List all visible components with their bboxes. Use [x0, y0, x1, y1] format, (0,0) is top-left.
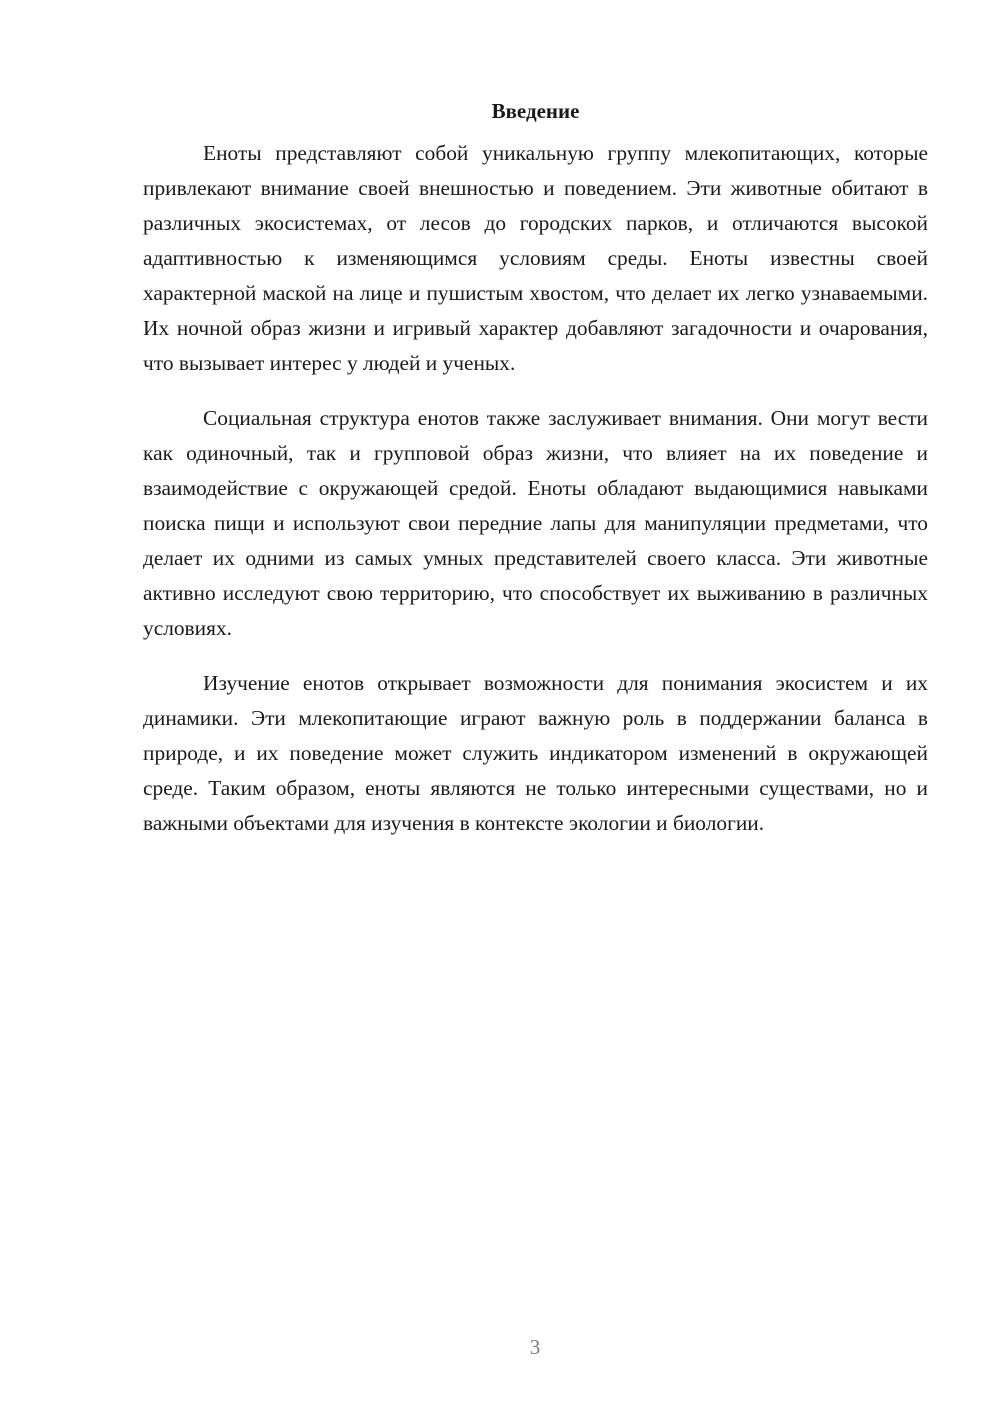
paragraph-3: Изучение енотов открывает возможности для понимания экосистем и их динамики. Эти млекопитающие играют важную роль в поддержании баланса в природе, и их поведение может служить индикатором изменений в окружающей среде. Таким образом, еноты являются не только интересными существами, но и важными объектами для изучения в контексте экологии и биологии. — [143, 671, 928, 835]
page-number: 3 — [529, 1335, 541, 1359]
paragraph-2: Социальная структура енотов также заслуживает внимания. Они могут вести как одиночный, так и групповой образ жизни, что влияет на их поведение и взаимодействие с окружающей средой. Еноты обладают выдающимися навыками поиска пищи и используют свои передние лапы для манипуляции предметами, что делает их одними из самых умных представителей своего класса. Эти животные активно исследуют свою территорию, что способствует их выживанию в различных условиях. — [143, 406, 928, 640]
section-heading: Введение — [491, 99, 580, 123]
paragraph-1: Еноты представляют собой уникальную группу млекопитающих, которые привлекают внимание своей внешностью и поведением. Эти животные обитают в различных экосистемах, от лесов до городских парков, и отличаются высокой адаптивностью к изменяющимся условиям среды. Еноты известны своей характерной маской на лице и пушистым хвостом, что делает их легко узнаваемыми. Их ночной образ жизни и игривый характер добавляют загадочности и очарования, что вызывает интерес у людей и ученых. — [143, 141, 928, 375]
document-body — [143, 96, 928, 861]
